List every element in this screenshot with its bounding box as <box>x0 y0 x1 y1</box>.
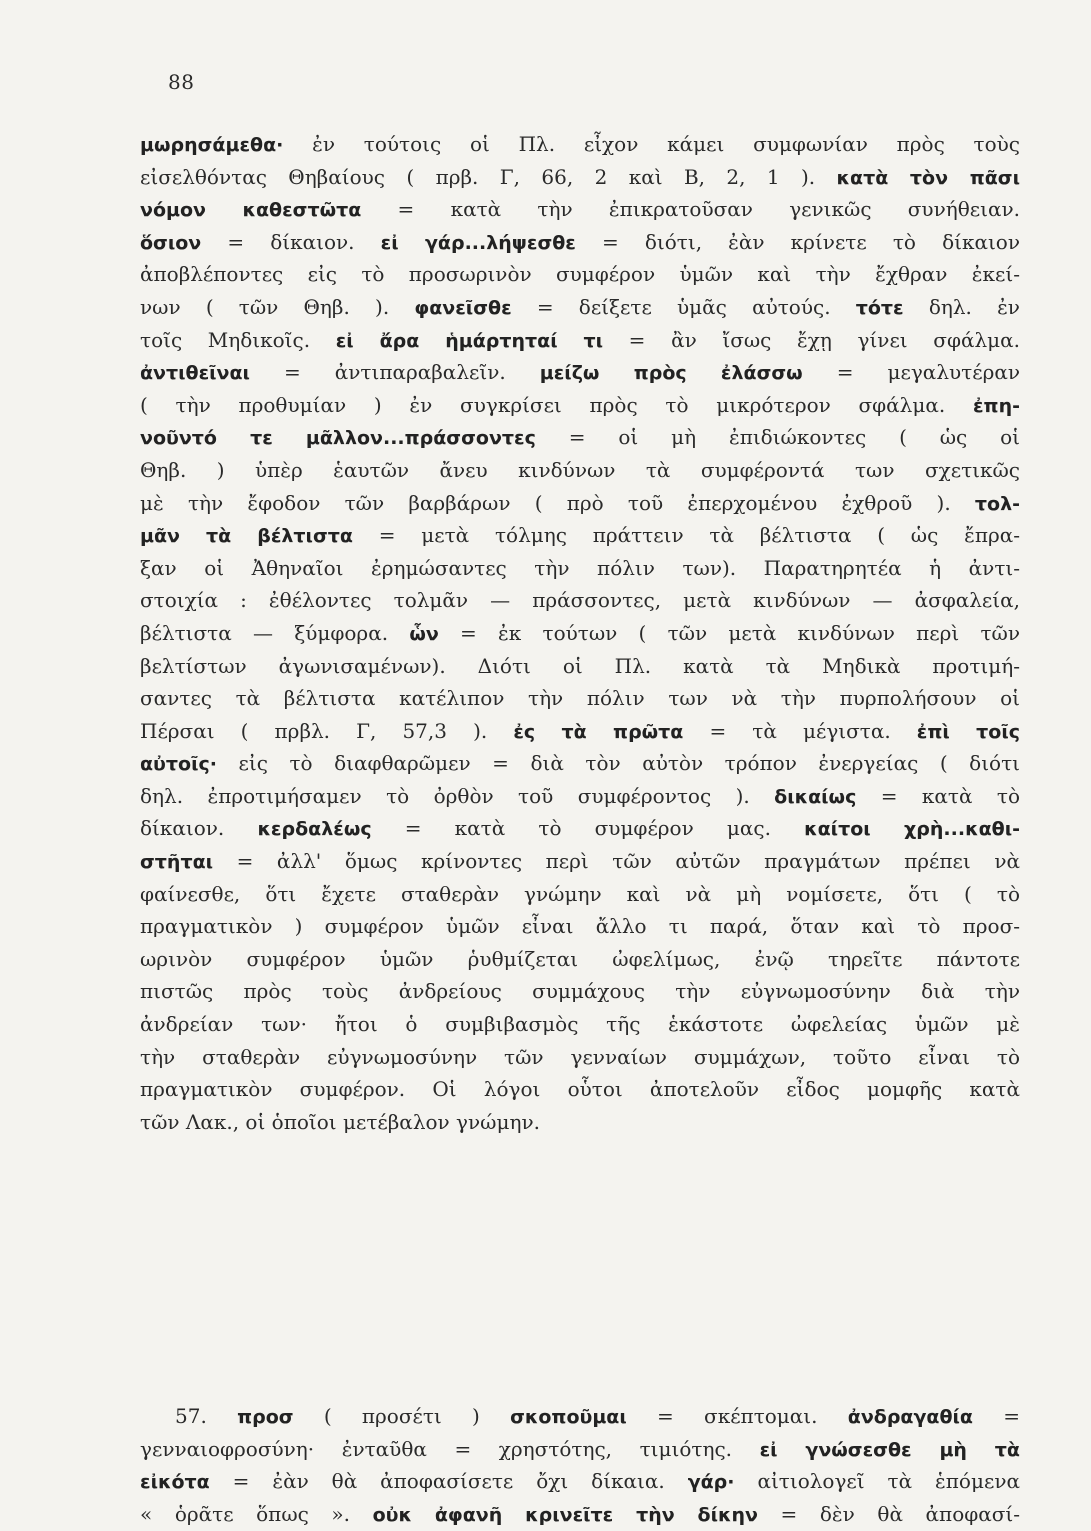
text-line <box>140 226 1020 259</box>
gloss-text: αἰτιολογεῖ τὰ ἑπόμενα <box>734 1469 1020 1494</box>
lemma-term: εἰ γνώσεσθε μὴ τὰ <box>759 1438 1020 1461</box>
text-line <box>140 161 1020 194</box>
lemma-term: οὐκ ἀφανῆ κρινεῖτε τὴν δίκην <box>372 1503 758 1526</box>
gloss-text: στοιχία : ἐθέλοντες τολμᾶν — πράσσοντες, μετὰ κινδύνων — ἀσφαλεία, <box>140 588 1020 613</box>
lemma-term: ἐπὶ τοῖς <box>916 720 1020 743</box>
text-line <box>140 943 1020 976</box>
gloss-text: ἀποβλέποντες εἰς τὸ προσωρινὸν συμφέρον ὑμῶν καὶ τὴν ἔχθραν ἐκεί- <box>140 262 1020 287</box>
text-line <box>140 682 1020 715</box>
text-line <box>140 650 1020 683</box>
lemma-term: τότε <box>855 296 904 319</box>
commentary-paragraph-2 <box>140 1400 1020 1530</box>
text-line <box>140 356 1020 389</box>
lemma-term: αὐτοῖς· <box>140 753 217 776</box>
text-line <box>140 552 1020 585</box>
gloss-text: = κατὰ τὴν ἐπικρατοῦσαν γενικῶς συνήθειαν. <box>361 197 1020 222</box>
text-line <box>140 617 1020 650</box>
commentary-paragraph-1 <box>140 128 1020 1138</box>
gloss-text: = <box>972 1404 1020 1428</box>
gloss-text: τὴν σταθερὰν εὐγνωμοσύνην τῶν γενναίων συμμάχων, τοῦτο εἶναι τὸ <box>140 1044 1020 1069</box>
lemma-term: φανεῖσθε <box>414 296 512 319</box>
text-line <box>140 910 1020 943</box>
gloss-text: « ὁρᾶτε ὅπως ». <box>140 1501 373 1526</box>
gloss-text: πραγματικὸν ) συμφέρον ὑμῶν εἶναι ἄλλο τι παρά, ὅταν καὶ τὸ προσ- <box>140 914 1020 939</box>
lemma-term: κερδαλέως <box>257 818 372 841</box>
lemma-term: στῆται <box>140 851 214 874</box>
gloss-text: = ἀλλ' ὅμως κρίνοντες περὶ τῶν αὐτῶν πραγμάτων πρέπει νὰ <box>213 849 1020 874</box>
text-line <box>140 845 1020 878</box>
lemma-term: ἀνδραγαθία <box>847 1406 973 1428</box>
lemma-term: νόμον καθεστῶτα <box>140 199 362 222</box>
gloss-text: = δὲν θὰ ἀποφασί- <box>757 1501 1020 1526</box>
text-line <box>140 1073 1020 1106</box>
gloss-text: ἀνδρείαν των· ἤτοι ὁ συμβιβασμὸς τῆς ἑκάστοτε ὠφελείας ὑμῶν μὲ <box>140 1012 1020 1037</box>
lemma-term: μείζω πρὸς ἐλάσσω <box>539 362 803 385</box>
text-line <box>140 258 1020 291</box>
gloss-text: ἐν τούτοις οἱ Πλ. εἶχον κάμει συμφωνίαν πρὸς τοὺς <box>283 132 1020 156</box>
lemma-term: νοῦντό τε μᾶλλον...πράσσοντες <box>140 427 536 450</box>
lemma-term: τολ- <box>974 492 1020 515</box>
text-line <box>140 1498 1020 1531</box>
text-line <box>140 780 1020 813</box>
lemma-term: προσ <box>237 1406 294 1428</box>
text-line <box>140 1465 1020 1498</box>
text-line <box>140 421 1020 454</box>
text-line <box>140 1041 1020 1074</box>
gloss-text: = κατὰ τὸ συμφέρον μας. <box>371 816 805 841</box>
page-number: 88 <box>168 70 195 94</box>
gloss-text: εἰσελθόντας Θηβαίους ( πρβ. Γ, 66, 2 καὶ Β, 2, 1 ). <box>140 164 837 189</box>
lemma-term: ἐς τὰ πρῶτα <box>513 720 684 743</box>
text-line <box>140 747 1020 780</box>
gloss-text: = ἀντιπαραβαλεῖν. <box>249 360 540 385</box>
text-line <box>140 454 1020 487</box>
lemma-term: γάρ· <box>687 1471 735 1494</box>
text-line <box>140 324 1020 357</box>
gloss-text: φαίνεσθε, ὅτι ἔχετε σταθερὰν γνώμην καὶ νὰ μὴ νομίσετε, ὅτι ( τὸ <box>140 881 1020 906</box>
gloss-text: τῶν Λακ., οἱ ὁποῖοι μετέβαλον γνώμην. <box>140 1109 540 1134</box>
gloss-text: βέλτιστα — ξύμφορα. <box>140 620 410 645</box>
lemma-term: σκοποῦμαι <box>510 1406 627 1428</box>
lemma-term: μωρησάμεθα· <box>140 134 284 156</box>
text-line <box>140 812 1020 845</box>
gloss-text: πραγματικὸν συμφέρον. Οἱ λόγοι οὗτοι ἀποτελοῦν εἶδος μομφῆς κατὰ <box>140 1077 1020 1102</box>
lemma-term: ὅσιον <box>140 231 202 254</box>
text-line <box>140 389 1020 422</box>
gloss-text: εἰς τὸ διαφθαρῶμεν = διὰ τὸν αὐτὸν τρόπον ἐνεργείας ( διότι <box>216 751 1020 776</box>
lemma-term: εἰκότα <box>140 1471 210 1494</box>
gloss-text: = ἐκ τούτων ( τῶν μετὰ κινδύνων περὶ τῶν <box>438 620 1020 645</box>
gloss-text: = κατὰ τὸ <box>856 783 1020 808</box>
lemma-term: κατὰ τὸν πᾶσι <box>836 166 1020 189</box>
text-line <box>140 193 1020 226</box>
gloss-text: = δίκαιον. <box>201 229 381 254</box>
gloss-text: = διότι, ἐὰν κρίνετε τὸ δίκαιον <box>575 229 1020 254</box>
gloss-text: ξαν οἱ Ἀθηναῖοι ἐρημώσαντες τὴν πόλιν των). Παρατηρητέα ἡ ἀντι- <box>140 555 1020 580</box>
text-line <box>140 128 1020 161</box>
gloss-text: 57. <box>175 1404 238 1428</box>
gloss-text: σαντες τὰ βέλτιστα κατέλιπον τὴν πόλιν των νὰ τὴν πυρπολήσουν οἱ <box>140 686 1020 711</box>
lemma-term: ἐπη- <box>972 394 1020 417</box>
gloss-text: = οἱ μὴ ἐπιδιώκοντες ( ὡς οἱ <box>535 425 1020 450</box>
text-line <box>140 291 1020 324</box>
gloss-text: ( τὴν προθυμίαν ) ἐν συγκρίσει πρὸς τὸ μικρότερον σφάλμα. <box>140 392 973 417</box>
gloss-text: = ἐὰν θὰ ἀποφασίσετε ὄχι δίκαια. <box>209 1469 688 1494</box>
lemma-term: δικαίως <box>774 785 857 808</box>
gloss-text: ωρινὸν συμφέρον ὑμῶν ῥυθμίζεται ὠφελίμως, ἐνῷ τηρεῖτε πάντοτε <box>140 946 1020 971</box>
gloss-text: γενναιοφροσύνη· ἐνταῦθα = χρηστότης, τιμιότης. <box>140 1436 760 1461</box>
gloss-text: = τὰ μέγιστα. <box>683 718 917 743</box>
text-line <box>140 584 1020 617</box>
gloss-text: πιστῶς πρὸς τοὺς ἀνδρείους συμμάχους τὴν εὐγνωμοσύνην διὰ τὴν <box>140 979 1020 1004</box>
gloss-text: νων ( τῶν Θηβ. ). <box>140 294 415 319</box>
gloss-text: μὲ τὴν ἔφοδον τῶν βαρβάρων ( πρὸ τοῦ ἐπερχομένου ἐχθροῦ ). <box>140 490 975 515</box>
text-line <box>140 1008 1020 1041</box>
text-line <box>140 519 1020 552</box>
gloss-text: Θηβ. ) ὑπὲρ ἑαυτῶν ἄνευ κινδύνων τὰ συμφέροντά των σχετικῶς <box>140 457 1020 482</box>
gloss-text: = ἂν ἴσως ἔχῃ γίνει σφάλμα. <box>603 327 1020 352</box>
gloss-text: τοῖς Μηδικοῖς. <box>140 327 336 352</box>
text-line <box>140 878 1020 911</box>
text-line <box>140 975 1020 1008</box>
gloss-text: Πέρσαι ( πρβλ. Γ, 57,3 ). <box>140 718 514 743</box>
text-line <box>140 1433 1020 1466</box>
gloss-text: = σκέπτομαι. <box>626 1404 848 1428</box>
gloss-text: βελτίστων ἀγωνισαμένων). Διότι οἱ Πλ. κατὰ τὰ Μηδικὰ προτιμή- <box>140 653 1020 678</box>
gloss-text: ( προσέτι ) <box>293 1404 511 1428</box>
lemma-term: εἰ ἄρα ἡμάρτηταί τι <box>335 329 604 352</box>
gloss-text: = μεγαλυτέραν <box>802 360 1020 385</box>
gloss-text: δηλ. ἐν <box>903 294 1020 319</box>
lemma-term: καίτοι χρὴ...καθι- <box>804 818 1020 841</box>
lemma-term: ἀντιθεῖναι <box>140 362 250 385</box>
text-line <box>140 1400 1020 1433</box>
lemma-term: εἰ γάρ...λήψεσθε <box>380 231 576 254</box>
gloss-text: δηλ. ἐπροτιμήσαμεν τὸ ὀρθὸν τοῦ συμφέροντος ). <box>140 783 775 808</box>
gloss-text: δίκαιον. <box>140 816 258 841</box>
text-line <box>140 487 1020 520</box>
gloss-text: = δείξετε ὑμᾶς αὐτούς. <box>511 294 856 319</box>
text-line <box>140 1106 1020 1139</box>
gloss-text: = μετὰ τόλμης πράττειν τὰ βέλτιστα ( ὡς ἔπρα- <box>352 523 1020 548</box>
lemma-term: ὧν <box>409 622 439 645</box>
text-line <box>140 715 1020 748</box>
lemma-term: μᾶν τὰ βέλτιστα <box>140 525 353 548</box>
